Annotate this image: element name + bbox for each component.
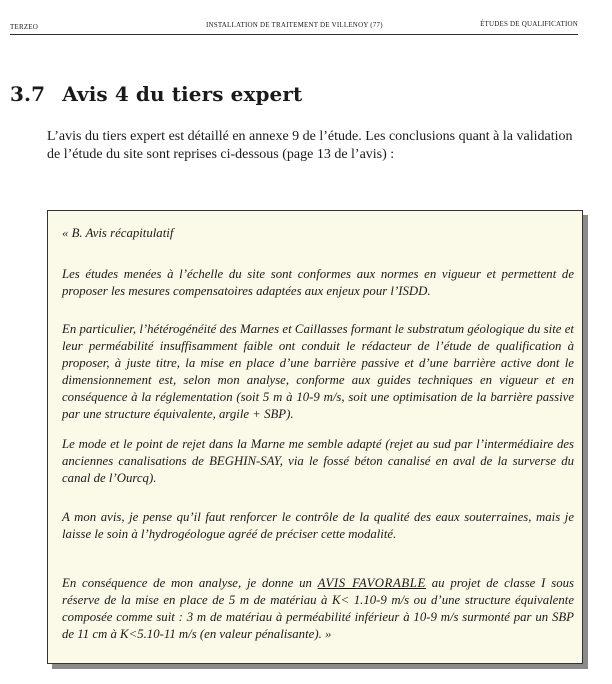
- quote-paragraph-5: [62, 575, 574, 643]
- header-section: ÉTUDES DE QUALIFICATION: [480, 20, 578, 28]
- section-title: Avis 4 du tiers expert: [62, 82, 303, 106]
- header-rule: [10, 34, 578, 35]
- quote-heading: « B. Avis récapitulatif: [62, 226, 174, 240]
- section-number: 3.7: [10, 82, 46, 106]
- header-document-title: INSTALLATION DE TRAITEMENT DE VILLENOY (77): [206, 21, 383, 29]
- header-company: TERZEO: [10, 23, 39, 31]
- quote-paragraph-2: En particulier, l’hétérogénéité des Marnes et Caillasses formant le substratum géologique du site et leur perméabilité insuffisamment faible ont conduit le rédacteur de l’étude de qualification à proposer, à juste titre, la mise en place d’une barrière passive et d’une barrière active dont le dimensionnement est, selon mon analyse, conforme aux guides techniques en vigueur et en conséquence à la réglementation (soit 5 m à 10-9 m/s, soit une optimisation de la barrière passive par une structure équivalente, argile + SBP).: [62, 322, 574, 421]
- quote-p5-rest: au projet de classe I sous réserve de la mise en place de 5 m de matériau à K< 1.10-9 m/s ou d’une structure équivalente composée comme suit : 3 m de matériau à perméabilité inférieur à 10-9 m/s surmonté par un SBP de 11 cm à K<5.10-11 m/s (en valeur pénalisante). »: [62, 576, 574, 641]
- quote-paragraph-3: Le mode et le point de rejet dans la Marne me semble adapté (rejet au sud par l’intermédiaire des anciennes canalisations de BEGHIN-SAY, via le fossé béton canalisé en aval de la surverse du canal de l’Ourcq).: [62, 437, 574, 485]
- quote-p5-lead: En conséquence de mon analyse, je donne un: [62, 576, 318, 590]
- section-heading: [10, 82, 302, 106]
- quote-paragraph-4: A mon avis, je pense qu’il faut renforcer le contrôle de la qualité des eaux souterraines, mais je laisse le soin à l’hydrogéologue agréé de préciser cette modalité.: [62, 510, 574, 541]
- avis-favorable-text: AVIS FAVORABLE: [317, 576, 426, 590]
- quote-paragraph-1: Les études menées à l’échelle du site sont conformes aux normes en vigueur et permettent de proposer les mesures compensatoires adaptées aux enjeux pour l’ISDD.: [62, 267, 574, 298]
- page-header: [10, 18, 578, 36]
- quote-box: [47, 210, 583, 664]
- intro-paragraph: L’avis du tiers expert est détaillé en annexe 9 de l’étude. Les conclusions quant à la validation de l’étude du site sont reprises ci-dessous (page 13 de l’avis) :: [47, 129, 573, 162]
